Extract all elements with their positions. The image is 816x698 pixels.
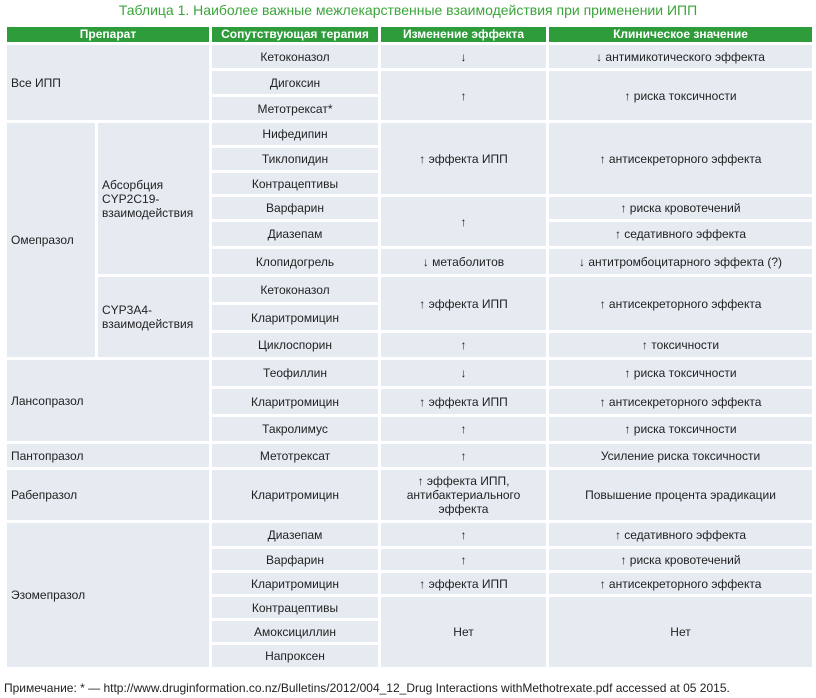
group-cell: CYP3A4-взаимодействия xyxy=(98,277,209,357)
effect-cell: Нет xyxy=(381,597,546,667)
header-concomitant: Сопутствующая терапия xyxy=(212,27,378,42)
clinical-cell: ↑ седативного эффекта xyxy=(549,523,812,546)
therapy-cell: Варфарин xyxy=(212,549,378,570)
clinical-cell: ↑ антисекреторного эффекта xyxy=(549,277,812,330)
therapy-cell: Кларитромицин xyxy=(212,573,378,594)
therapy-cell: Метотрексат xyxy=(212,444,378,467)
effect-cell: ↑ xyxy=(381,549,546,570)
table-row xyxy=(7,45,812,68)
effect-cell: ↓ xyxy=(381,45,546,68)
clinical-cell: ↑ антисекреторного эффекта xyxy=(549,123,812,194)
therapy-cell: Кларитромицин xyxy=(212,389,378,414)
table-title: Таблица 1. Наиболее важные межлекарственные взаимодействия при применении ИПП xyxy=(118,2,698,18)
drug-cell: Лансопразол xyxy=(7,360,209,441)
therapy-cell: Клопидогрель xyxy=(212,249,378,274)
clinical-cell: ↑ антисекреторного эффекта xyxy=(549,573,812,594)
effect-cell: ↓ метаболитов xyxy=(381,249,546,274)
drug-cell: Эзомепразол xyxy=(7,523,209,667)
table-row xyxy=(7,277,812,302)
interactions-table xyxy=(4,24,815,670)
group-cell: Абсорбция CYP2C19-взаимодействия xyxy=(98,123,209,274)
clinical-cell: ↓ антимикотического эффекта xyxy=(549,45,812,68)
drug-cell: Пантопразол xyxy=(7,444,209,467)
drug-cell: Все ИПП xyxy=(7,45,209,120)
effect-cell: ↑ эффекта ИПП xyxy=(381,123,546,194)
therapy-cell: Кетоконазол xyxy=(212,277,378,302)
footnote: Примечание: * — http://www.druginformation.co.nz/Bulletins/2012/004_12_Drug Interactions withMethotrexate.pdf accessed at 05 2015. xyxy=(4,681,730,695)
effect-cell: ↑ эффекта ИПП xyxy=(381,389,546,414)
effect-cell: ↑ xyxy=(381,71,546,120)
header-drug: Препарат xyxy=(7,27,209,42)
therapy-cell: Тиклопидин xyxy=(212,148,378,170)
effect-cell: ↑ эффекта ИПП xyxy=(381,573,546,594)
clinical-cell: ↑ риска кровотечений xyxy=(549,197,812,219)
therapy-cell: Метотрексат* xyxy=(212,97,378,120)
table-row xyxy=(7,360,812,386)
header-row xyxy=(7,27,812,42)
header-effect: Изменение эффекта xyxy=(381,27,546,42)
therapy-cell: Амоксициллин xyxy=(212,621,378,642)
effect-cell: ↑ xyxy=(381,444,546,467)
table-row xyxy=(7,123,812,145)
effect-cell: ↑ эффекта ИПП, антибактериального эффекта xyxy=(381,470,546,520)
effect-cell: ↑ xyxy=(381,333,546,357)
clinical-cell: ↑ риска токсичности xyxy=(549,360,812,386)
drug-cell: Рабепразол xyxy=(7,470,209,520)
clinical-cell: ↑ седативного эффекта xyxy=(549,222,812,246)
clinical-cell: ↑ риска кровотечений xyxy=(549,549,812,570)
effect-cell: ↓ xyxy=(381,360,546,386)
table-row xyxy=(7,444,812,467)
therapy-cell: Дигоксин xyxy=(212,71,378,94)
therapy-cell: Кетоконазол xyxy=(212,45,378,68)
therapy-cell: Нифедипин xyxy=(212,123,378,145)
clinical-cell: Усиление риска токсичности xyxy=(549,444,812,467)
therapy-cell: Диазепам xyxy=(212,222,378,246)
therapy-cell: Теофиллин xyxy=(212,360,378,386)
header-clinical: Клиническое значение xyxy=(549,27,812,42)
drug-cell: Омепразол xyxy=(7,123,95,357)
therapy-cell: Напроксен xyxy=(212,645,378,667)
clinical-cell: ↑ токсичности xyxy=(549,333,812,357)
effect-cell: ↑ эффекта ИПП xyxy=(381,277,546,330)
table-row xyxy=(7,523,812,546)
therapy-cell: Циклоспорин xyxy=(212,333,378,357)
therapy-cell: Варфарин xyxy=(212,197,378,219)
clinical-cell: Повышение процента эрадикации xyxy=(549,470,812,520)
table-row xyxy=(7,470,812,520)
therapy-cell: Кларитромицин xyxy=(212,470,378,520)
therapy-cell: Такролимус xyxy=(212,417,378,441)
effect-cell: ↑ xyxy=(381,523,546,546)
clinical-cell: ↑ риска токсичности xyxy=(549,71,812,120)
therapy-cell: Контрацептивы xyxy=(212,597,378,618)
therapy-cell: Кларитромицин xyxy=(212,305,378,330)
effect-cell: ↑ xyxy=(381,197,546,246)
clinical-cell: ↑ риска токсичности xyxy=(549,417,812,441)
therapy-cell: Контрацептивы xyxy=(212,173,378,194)
clinical-cell: ↑ антисекреторного эффекта xyxy=(549,389,812,414)
therapy-cell: Диазепам xyxy=(212,523,378,546)
clinical-cell: ↓ антитромбоцитарного эффекта (?) xyxy=(549,249,812,274)
effect-cell: ↑ xyxy=(381,417,546,441)
clinical-cell: Нет xyxy=(549,597,812,667)
